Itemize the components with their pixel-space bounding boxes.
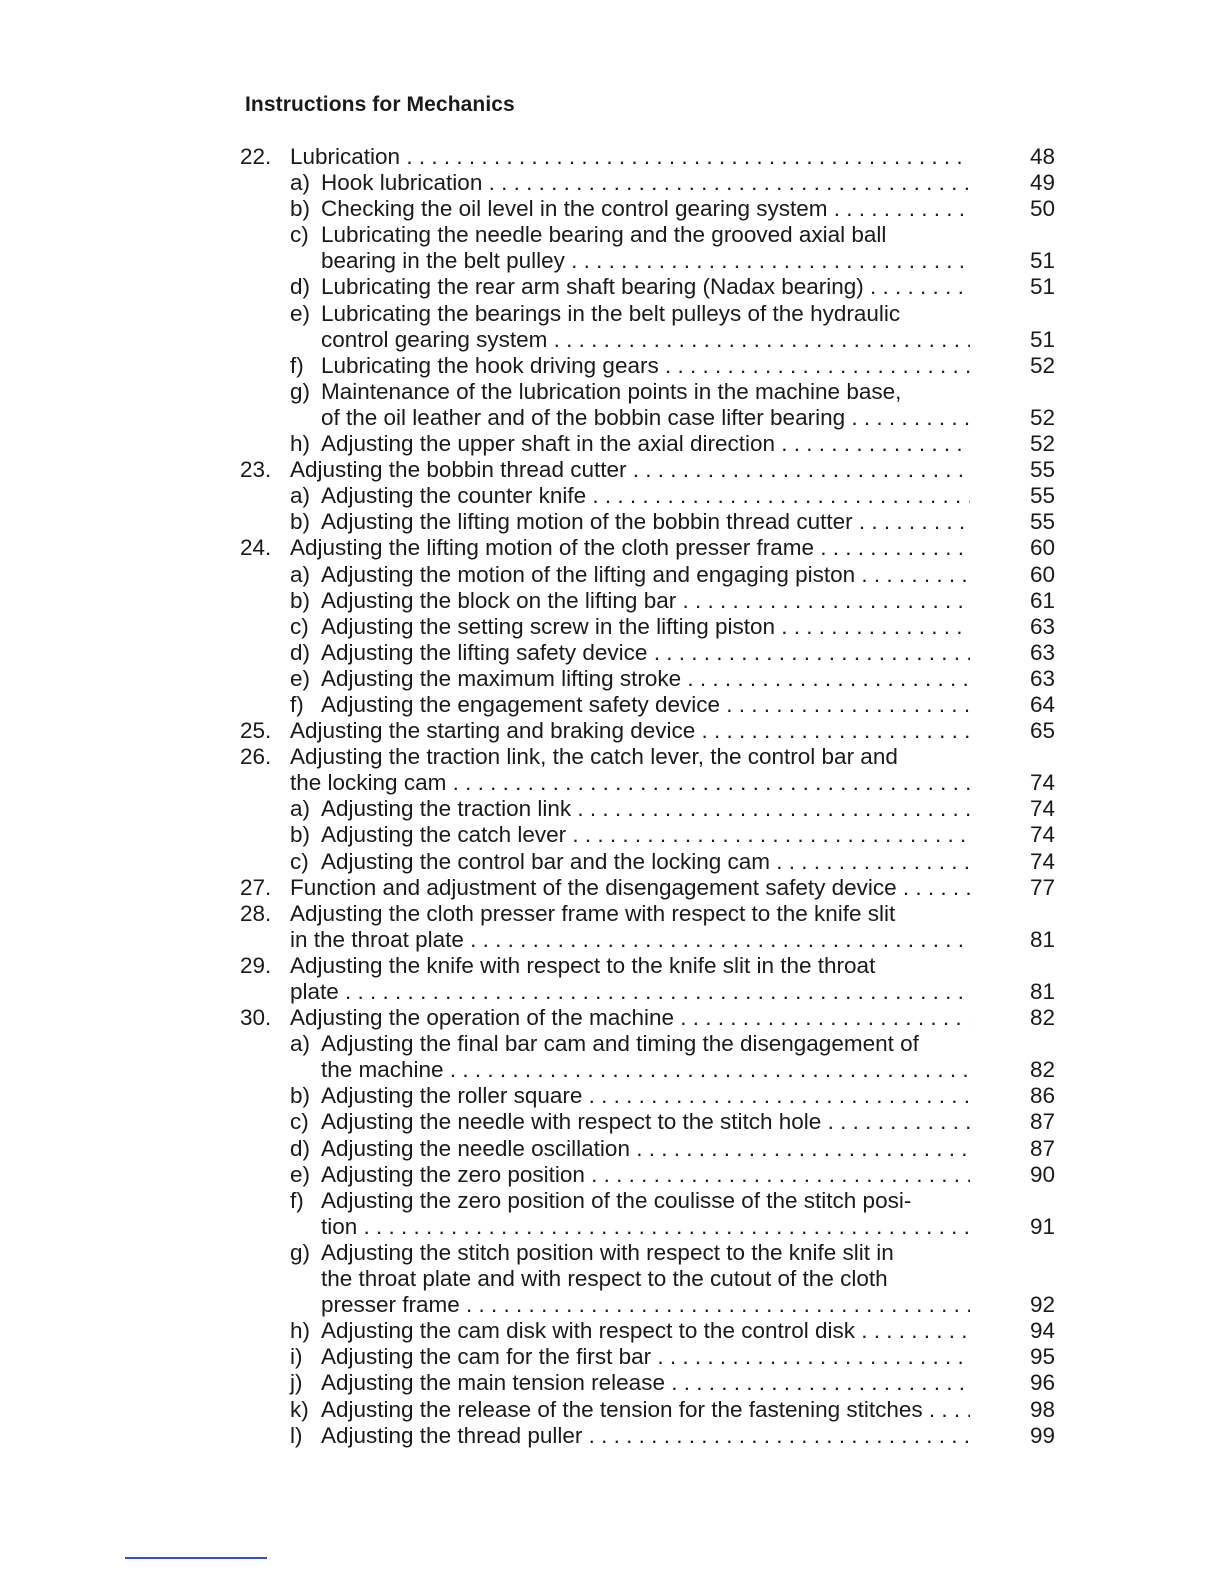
page-number: 63 xyxy=(1029,613,1055,639)
page-number: 74 xyxy=(1029,848,1055,874)
page-number: 74 xyxy=(1029,770,1055,796)
page-number: 81 xyxy=(1029,926,1055,952)
page-number: 50 xyxy=(1029,196,1055,222)
toc-entry-row xyxy=(240,1240,1055,1266)
entry-title: Adjusting the operation of the machine . . . xyxy=(290,1005,970,1031)
toc-entry-row xyxy=(240,1292,1055,1318)
toc-entry-row xyxy=(240,1344,1055,1370)
footer-rule xyxy=(125,1557,267,1559)
entry-title: Hook lubrication . . . xyxy=(321,170,970,196)
page-number: 90 xyxy=(1029,1161,1055,1187)
entry-title: Adjusting the cam disk with respect to the control disk . . . xyxy=(321,1318,970,1344)
entry-title: the machine . . . xyxy=(321,1057,970,1083)
toc-entry-row xyxy=(240,1109,1055,1135)
page-title: Instructions for Mechanics xyxy=(245,93,515,116)
toc-entry-row xyxy=(240,1136,1055,1162)
page-number: 96 xyxy=(1029,1370,1055,1396)
toc-entry-row xyxy=(240,1083,1055,1109)
item-letter: a) xyxy=(290,483,311,509)
entry-title: control gearing system . . . xyxy=(321,327,970,353)
item-letter: f) xyxy=(290,352,304,378)
entry-title: Adjusting the final bar cam and timing the disengagement of xyxy=(321,1031,919,1057)
toc-entry-row xyxy=(240,483,1055,509)
page-number: 65 xyxy=(1029,718,1055,744)
page-number: 94 xyxy=(1029,1318,1055,1344)
page-number: 87 xyxy=(1029,1109,1055,1135)
page-number: 95 xyxy=(1029,1344,1055,1370)
entry-title: Adjusting the starting and braking device . . . xyxy=(290,718,970,744)
page-number: 52 xyxy=(1029,404,1055,430)
item-letter: k) xyxy=(290,1396,309,1422)
entry-title: Adjusting the main tension release . . . xyxy=(321,1370,970,1396)
entry-title: Adjusting the zero position . . . xyxy=(321,1162,970,1188)
item-letter: b) xyxy=(290,587,311,613)
item-letter: f) xyxy=(290,1187,304,1213)
item-letter: a) xyxy=(290,1031,311,1057)
item-letter: b) xyxy=(290,1083,311,1109)
entry-title: Adjusting the lifting motion of the cloth presser frame . . . xyxy=(290,535,970,561)
entry-title: Adjusting the engagement safety device . . . xyxy=(321,692,970,718)
entry-title: Adjusting the traction link . . . xyxy=(321,796,970,822)
item-letter: a) xyxy=(290,170,311,196)
page-number: 81 xyxy=(1029,979,1055,1004)
page-number: 74 xyxy=(1029,822,1055,848)
item-letter: f) xyxy=(290,691,304,717)
entry-title: Lubricating the bearings in the belt pulleys of the hydraulic xyxy=(321,300,901,326)
entry-title: Adjusting the lifting safety device . . . xyxy=(321,640,970,666)
entry-title: in the throat plate . . . xyxy=(290,927,970,953)
entry-title: Adjusting the catch lever . . . xyxy=(321,822,970,848)
page-number: 52 xyxy=(1029,431,1055,457)
item-letter: a) xyxy=(290,561,311,587)
entry-title: Adjusting the control bar and the locking cam . . . xyxy=(321,849,970,875)
item-letter: h) xyxy=(290,431,311,457)
toc-entry-row xyxy=(240,1370,1055,1396)
entry-title: Adjusting the needle with respect to the stitch hole . . . xyxy=(321,1109,970,1135)
page-number: 51 xyxy=(1029,326,1055,352)
page-number: 51 xyxy=(1029,274,1055,300)
entry-title: bearing in the belt pulley . . . xyxy=(321,248,970,274)
entry-title: Adjusting the cam for the first bar . . . xyxy=(321,1344,970,1370)
item-letter: c) xyxy=(290,222,309,248)
toc-entry-row xyxy=(240,196,1055,222)
toc-entry-row xyxy=(240,692,1055,718)
entry-title: Adjusting the maximum lifting stroke . . . xyxy=(321,666,970,692)
item-letter: h) xyxy=(290,1318,311,1344)
entry-title: tion . . . xyxy=(321,1214,970,1240)
table-of-contents xyxy=(240,144,1055,1449)
entry-title: Adjusting the release of the tension for the fastening stitches . . . xyxy=(321,1397,970,1423)
toc-entry-row xyxy=(240,770,1055,796)
entry-title: Lubricating the needle bearing and the grooved axial ball xyxy=(321,222,887,248)
toc-entry-row xyxy=(240,1423,1055,1449)
page-number: 52 xyxy=(1029,352,1055,378)
toc-entry-row xyxy=(240,301,1055,327)
toc-entry-row xyxy=(240,1031,1055,1057)
toc-entry-row xyxy=(240,822,1055,848)
page-number: 61 xyxy=(1029,587,1055,613)
page-number: 82 xyxy=(1029,1005,1055,1031)
section-number: 26. xyxy=(240,744,272,770)
section-number: 25. xyxy=(240,718,272,744)
page-number: 48 xyxy=(1029,144,1055,169)
entry-title: the throat plate and with respect to the cutout of the cloth xyxy=(321,1266,888,1292)
toc-entry-row xyxy=(240,1057,1055,1083)
toc-entry-row xyxy=(240,431,1055,457)
entry-title: Lubricating the hook driving gears . . . xyxy=(321,353,970,379)
item-letter: b) xyxy=(290,822,311,848)
toc-entry-row xyxy=(240,327,1055,353)
section-number: 22. xyxy=(240,144,272,169)
page-number: 92 xyxy=(1029,1292,1055,1318)
toc-entry-row xyxy=(240,353,1055,379)
section-number: 27. xyxy=(240,874,272,900)
item-letter: g) xyxy=(290,378,311,404)
item-letter: c) xyxy=(290,613,309,639)
toc-entry-row xyxy=(240,849,1055,875)
toc-entry-row xyxy=(240,1188,1055,1214)
section-number: 28. xyxy=(240,900,272,926)
toc-section-row xyxy=(240,457,1055,483)
page-number: 55 xyxy=(1029,483,1055,509)
entry-title: Adjusting the motion of the lifting and engaging piston . . . xyxy=(321,562,970,588)
page-number: 51 xyxy=(1029,248,1055,274)
entry-title: Adjusting the needle oscillation . . . xyxy=(321,1136,970,1162)
item-letter: a) xyxy=(290,796,311,822)
entry-title: Adjusting the counter knife . . . xyxy=(321,483,970,509)
item-letter: d) xyxy=(290,1135,311,1161)
item-letter: d) xyxy=(290,639,311,665)
page-number: 63 xyxy=(1029,665,1055,691)
toc-entry-row xyxy=(240,379,1055,405)
page-number: 63 xyxy=(1029,639,1055,665)
toc-entry-row xyxy=(240,1214,1055,1240)
page-number: 49 xyxy=(1029,170,1055,196)
toc-section-row xyxy=(240,1005,1055,1031)
page-number: 77 xyxy=(1029,874,1055,900)
toc-section-row xyxy=(240,875,1055,901)
page-number: 98 xyxy=(1029,1396,1055,1422)
item-letter: c) xyxy=(290,1109,309,1135)
toc-section-row xyxy=(240,744,1055,770)
toc-entry-row xyxy=(240,588,1055,614)
toc-entry-row xyxy=(240,405,1055,431)
toc-section-row xyxy=(240,901,1055,927)
section-number: 29. xyxy=(240,952,272,978)
toc-entry-row xyxy=(240,796,1055,822)
page-number: 86 xyxy=(1029,1083,1055,1109)
page-number: 82 xyxy=(1029,1057,1055,1083)
item-letter: d) xyxy=(290,274,311,300)
toc-entry-row xyxy=(240,1397,1055,1423)
entry-title: Adjusting the lifting motion of the bobbin thread cutter . . . xyxy=(321,509,970,535)
entry-title: presser frame . . . xyxy=(321,1292,970,1318)
item-letter: j) xyxy=(290,1370,303,1396)
page-number: 99 xyxy=(1029,1422,1055,1448)
toc-entry-row xyxy=(240,666,1055,692)
entry-title: of the oil leather and of the bobbin case lifter bearing . . . xyxy=(321,405,970,431)
toc-section-row xyxy=(240,144,1055,170)
item-letter: e) xyxy=(290,300,311,326)
toc-entry-row xyxy=(240,509,1055,535)
toc-section-row xyxy=(240,535,1055,561)
page-number: 91 xyxy=(1029,1213,1055,1239)
item-letter: b) xyxy=(290,196,311,222)
toc-entry-row xyxy=(240,248,1055,274)
toc-entry-row xyxy=(240,222,1055,248)
toc-entry-row xyxy=(240,1318,1055,1344)
entry-title: plate . . . xyxy=(290,979,970,1005)
item-letter: e) xyxy=(290,665,311,691)
toc-entry-row xyxy=(240,614,1055,640)
entry-title: Lubrication . . . xyxy=(290,144,970,170)
entry-title: Adjusting the block on the lifting bar . . . xyxy=(321,588,970,614)
entry-title: Maintenance of the lubrication points in the machine base, xyxy=(321,378,902,404)
toc-entry-row xyxy=(240,1162,1055,1188)
item-letter: e) xyxy=(290,1161,311,1187)
page-number: 60 xyxy=(1029,535,1055,561)
section-number: 30. xyxy=(240,1005,272,1031)
item-letter: c) xyxy=(290,848,309,874)
item-letter: b) xyxy=(290,509,311,535)
entry-title: Lubricating the rear arm shaft bearing (Nadax bearing) . . . xyxy=(321,274,970,300)
page-number: 87 xyxy=(1029,1135,1055,1161)
toc-entry-row xyxy=(240,562,1055,588)
toc-entry-row xyxy=(240,1266,1055,1292)
entry-title: Adjusting the cloth presser frame with respect to the knife slit xyxy=(290,900,896,926)
toc-entry-row xyxy=(240,170,1055,196)
toc-entry-row xyxy=(240,979,1055,1005)
entry-title: Adjusting the zero position of the coulisse of the stitch posi- xyxy=(321,1187,912,1213)
toc-entry-row xyxy=(240,640,1055,666)
entry-title: the locking cam . . . xyxy=(290,770,970,796)
item-letter: i) xyxy=(290,1344,303,1370)
entry-title: Adjusting the traction link, the catch lever, the control bar and xyxy=(290,744,898,770)
toc-section-row xyxy=(240,718,1055,744)
entry-title: Adjusting the knife with respect to the knife slit in the throat xyxy=(290,952,876,978)
entry-title: Adjusting the bobbin thread cutter . . . xyxy=(290,457,970,483)
entry-title: Adjusting the upper shaft in the axial direction . . . xyxy=(321,431,970,457)
section-number: 23. xyxy=(240,457,272,483)
section-number: 24. xyxy=(240,535,272,561)
page-number: 55 xyxy=(1029,509,1055,535)
page-number: 55 xyxy=(1029,457,1055,483)
toc-section-row xyxy=(240,953,1055,979)
page-number: 74 xyxy=(1029,796,1055,822)
entry-title: Adjusting the stitch position with respect to the knife slit in xyxy=(321,1239,894,1265)
entry-title: Adjusting the thread puller . . . xyxy=(321,1423,970,1449)
toc-entry-row xyxy=(240,274,1055,300)
page-number: 60 xyxy=(1029,561,1055,587)
toc-entry-row xyxy=(240,927,1055,953)
entry-title: Adjusting the roller square . . . xyxy=(321,1083,970,1109)
item-letter: l) xyxy=(290,1422,303,1448)
entry-title: Function and adjustment of the disengagement safety device . . . xyxy=(290,875,970,901)
entry-title: Checking the oil level in the control gearing system . . . xyxy=(321,196,970,222)
entry-title: Adjusting the setting screw in the lifting piston . . . xyxy=(321,614,970,640)
page-number: 64 xyxy=(1029,691,1055,717)
item-letter: g) xyxy=(290,1239,311,1265)
